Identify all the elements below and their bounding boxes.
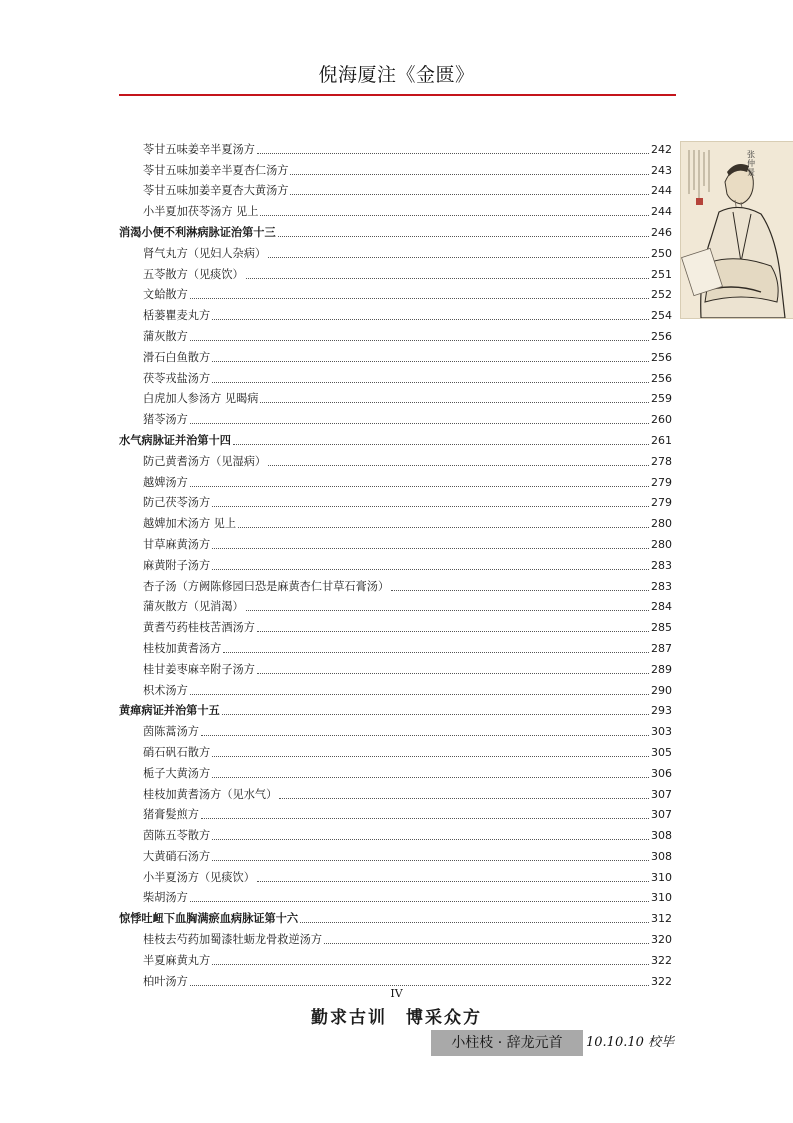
toc-dot-leader: [246, 610, 649, 611]
toc-dot-leader: [190, 423, 649, 424]
toc-label: 茯苓戎盐汤方: [143, 371, 211, 385]
toc-page-number: 254: [651, 309, 672, 323]
toc-page-number: 242: [651, 142, 672, 156]
toc-label: 桂枝加黄耆汤方（见水气）: [143, 787, 278, 801]
toc-label: 半夏麻黄丸方: [143, 953, 211, 967]
portrait-drawing: [681, 142, 793, 318]
toc-dot-leader: [233, 444, 649, 445]
toc-label: 栝蒌瞿麦丸方: [143, 309, 211, 323]
toc-dot-leader: [190, 340, 649, 341]
toc-page-number: 280: [651, 517, 672, 531]
toc-label: 甘草麻黄汤方: [143, 537, 211, 551]
toc-page-number: 279: [651, 496, 672, 510]
toc-page-number: 308: [651, 849, 672, 863]
toc-dot-leader: [223, 652, 649, 653]
toc-page-number: 259: [651, 392, 672, 406]
toc-page-number: 287: [651, 641, 672, 655]
toc-dot-leader: [391, 590, 649, 591]
proofreader-credit: 小柱枝 · 辞龙元首: [431, 1030, 583, 1056]
toc-page-number: 250: [651, 246, 672, 260]
toc-label: 猪膏髪煎方: [143, 808, 199, 822]
toc-dot-leader: [260, 215, 649, 216]
toc-dot-leader: [212, 361, 649, 362]
toc-page-number: 278: [651, 454, 672, 468]
toc-entry-row[interactable]: [119, 136, 672, 157]
toc-entry-row[interactable]: [119, 573, 672, 594]
toc-dot-leader: [257, 673, 649, 674]
toc-section-row[interactable]: [119, 905, 672, 926]
toc-label: 滑石白鱼散方: [143, 350, 211, 364]
toc-page-number: 256: [651, 371, 672, 385]
toc-page-number: 322: [651, 953, 672, 967]
toc-label: 茵陈蒿汤方: [143, 725, 199, 739]
toc-entry-row[interactable]: [119, 406, 672, 427]
toc-page-number: 244: [651, 205, 672, 219]
toc-entry-row[interactable]: [119, 656, 672, 677]
proof-date-note: 10.10.10 校毕: [586, 1035, 675, 1050]
toc-dot-leader: [212, 964, 649, 965]
toc-page-number: 322: [651, 974, 672, 988]
motto: 勤求古训 博采众方: [311, 1008, 482, 1028]
toc-label: 小半夏加茯苓汤方 见上: [143, 205, 259, 219]
toc-entry-row[interactable]: [119, 386, 672, 407]
toc-dot-leader: [290, 174, 649, 175]
toc-label: 越婢加术汤方 见上: [143, 517, 237, 531]
toc-label: 苓甘五味加姜辛夏杏大黄汤方: [143, 184, 289, 198]
toc-entry-row[interactable]: [119, 323, 672, 344]
toc-label: 桂枝加黄耆汤方: [143, 641, 222, 655]
toc-page-number: 285: [651, 621, 672, 635]
toc-dot-leader: [300, 922, 649, 923]
toc-entry-row[interactable]: [119, 157, 672, 178]
toc-label: 苓甘五味姜辛半夏汤方: [143, 142, 255, 156]
toc-entry-row[interactable]: [119, 739, 672, 760]
toc-label: 防己黄耆汤方（见湿病）: [143, 454, 267, 468]
toc-section-row[interactable]: [119, 219, 672, 240]
toc-label: 麻黄附子汤方: [143, 558, 211, 572]
toc-entry-row[interactable]: [119, 198, 672, 219]
toc-page-number: 320: [651, 933, 672, 947]
toc-label: 茵陈五苓散方: [143, 829, 211, 843]
toc-dot-leader: [190, 901, 649, 902]
toc-label: 小半夏汤方（见痰饮）: [143, 870, 255, 884]
toc-dot-leader: [238, 527, 649, 528]
toc-page-number: 290: [651, 683, 672, 697]
toc-label: 消渴小便不利淋病脉证治第十三: [119, 225, 276, 239]
toc-page-number: 252: [651, 288, 672, 302]
toc-dot-leader: [212, 506, 649, 507]
toc-section-row[interactable]: [119, 698, 672, 719]
toc-dot-leader: [268, 257, 649, 258]
zhang-zhongjing-portrait: [680, 141, 793, 319]
toc-page-number: 284: [651, 600, 672, 614]
toc-dot-leader: [212, 756, 649, 757]
toc-label: 文蛤散方: [143, 288, 188, 302]
toc-entry-row[interactable]: [119, 240, 672, 261]
toc-entry-row[interactable]: [119, 365, 672, 386]
toc-entry-row[interactable]: [119, 864, 672, 885]
toc-dot-leader: [260, 402, 649, 403]
toc-label: 硝石矾石散方: [143, 745, 211, 759]
toc-label: 苓甘五味加姜辛半夏杏仁汤方: [143, 163, 289, 177]
toc-dot-leader: [201, 735, 649, 736]
toc-page-number: 283: [651, 579, 672, 593]
toc-entry-row[interactable]: [119, 968, 672, 989]
page-title: 倪海厦注《金匮》: [318, 64, 475, 86]
toc-entry-row[interactable]: [119, 344, 672, 365]
toc-entry-row[interactable]: [119, 490, 672, 511]
toc-dot-leader: [246, 278, 649, 279]
toc-dot-leader: [212, 382, 649, 383]
toc-entry-row[interactable]: [119, 822, 672, 843]
toc-dot-leader: [279, 798, 649, 799]
toc-dot-leader: [324, 943, 649, 944]
toc-label: 防己茯苓汤方: [143, 496, 211, 510]
portrait-caption: 张仲景: [747, 150, 755, 177]
toc-dot-leader: [290, 194, 649, 195]
toc-entry-row[interactable]: [119, 885, 672, 906]
toc-entry-row[interactable]: [119, 718, 672, 739]
toc-dot-leader: [201, 818, 649, 819]
toc-label: 五苓散方（见痰饮）: [143, 267, 244, 281]
toc-page-number: 306: [651, 766, 672, 780]
toc-dot-leader: [212, 548, 649, 549]
toc-entry-row[interactable]: [119, 947, 672, 968]
toc-page-number: 283: [651, 558, 672, 572]
toc-entry-row[interactable]: [119, 614, 672, 635]
toc-entry-row[interactable]: [119, 302, 672, 323]
toc-entry-row[interactable]: [119, 760, 672, 781]
toc-page-number: 280: [651, 537, 672, 551]
toc-label: 大黄硝石汤方: [143, 849, 211, 863]
toc-entry-row[interactable]: [119, 802, 672, 823]
toc-page-number: 243: [651, 163, 672, 177]
toc-label: 杏子汤（方阙陈修园曰恐是麻黄杏仁甘草石膏汤）: [143, 579, 390, 593]
toc-label: 猪苓汤方: [143, 413, 188, 427]
toc-page-number: 261: [651, 433, 672, 447]
toc-label: 惊悸吐衄下血胸满瘀血病脉证第十六: [119, 912, 299, 926]
toc-entry-row[interactable]: [119, 926, 672, 947]
toc-dot-leader: [212, 319, 649, 320]
toc-entry-row[interactable]: [119, 531, 672, 552]
toc-dot-leader: [278, 236, 649, 237]
toc-page-number: 256: [651, 350, 672, 364]
toc-label: 肾气丸方（见妇人杂病）: [143, 246, 267, 260]
toc-label: 黄耆芍药桂枝苦酒汤方: [143, 621, 255, 635]
toc-entry-row[interactable]: [119, 552, 672, 573]
toc-page-number: 260: [651, 413, 672, 427]
toc-entry-row[interactable]: [119, 448, 672, 469]
toc-dot-leader: [257, 631, 649, 632]
toc-dot-leader: [212, 839, 649, 840]
toc-dot-leader: [257, 881, 649, 882]
toc-page-number: 279: [651, 475, 672, 489]
toc-entry-row[interactable]: [119, 510, 672, 531]
toc-entry-row[interactable]: [119, 781, 672, 802]
toc-label: 蒲灰散方: [143, 329, 188, 343]
toc-dot-leader: [190, 486, 649, 487]
toc-page-number: 293: [651, 704, 672, 718]
toc-label: 栀子大黄汤方: [143, 766, 211, 780]
toc-dot-leader: [268, 465, 649, 466]
toc-label: 黄瘅病证并治第十五: [119, 704, 220, 718]
table-of-contents: [119, 136, 672, 989]
toc-dot-leader: [257, 153, 649, 154]
toc-label: 枳术汤方: [143, 683, 188, 697]
toc-dot-leader: [212, 860, 649, 861]
header-divider: [119, 94, 676, 96]
toc-label: 越婢汤方: [143, 475, 188, 489]
toc-page-number: 307: [651, 787, 672, 801]
toc-page-number: 251: [651, 267, 672, 281]
toc-page-number: 312: [651, 912, 672, 926]
toc-dot-leader: [222, 714, 649, 715]
toc-dot-leader: [190, 985, 649, 986]
toc-section-row[interactable]: [119, 427, 672, 448]
toc-page-number: 308: [651, 829, 672, 843]
toc-entry-row[interactable]: [119, 261, 672, 282]
toc-label: 白虎加人参汤方 见暍病: [143, 392, 259, 406]
toc-label: 桂甘姜枣麻辛附子汤方: [143, 662, 255, 676]
toc-entry-row[interactable]: [119, 594, 672, 615]
toc-entry-row[interactable]: [119, 178, 672, 199]
toc-entry-row[interactable]: [119, 843, 672, 864]
toc-entry-row[interactable]: [119, 282, 672, 303]
toc-label: 水气病脉证并治第十四: [119, 433, 231, 447]
toc-dot-leader: [212, 569, 649, 570]
toc-entry-row[interactable]: [119, 469, 672, 490]
toc-page-number: 310: [651, 870, 672, 884]
page-number: IV: [390, 987, 403, 1000]
toc-entry-row[interactable]: [119, 677, 672, 698]
toc-page-number: 244: [651, 184, 672, 198]
toc-page-number: 307: [651, 808, 672, 822]
toc-label: 柏叶汤方: [143, 974, 188, 988]
toc-page-number: 246: [651, 225, 672, 239]
toc-page-number: 256: [651, 329, 672, 343]
toc-page-number: 310: [651, 891, 672, 905]
toc-page-number: 289: [651, 662, 672, 676]
toc-page-number: 305: [651, 745, 672, 759]
toc-label: 蒲灰散方（见消渴）: [143, 600, 244, 614]
toc-dot-leader: [190, 298, 649, 299]
toc-label: 柴胡汤方: [143, 891, 188, 905]
toc-dot-leader: [190, 694, 649, 695]
toc-entry-row[interactable]: [119, 635, 672, 656]
toc-dot-leader: [212, 777, 649, 778]
toc-label: 桂枝去芍药加蜀漆牡蛎龙骨救逆汤方: [143, 933, 323, 947]
toc-page-number: 303: [651, 725, 672, 739]
